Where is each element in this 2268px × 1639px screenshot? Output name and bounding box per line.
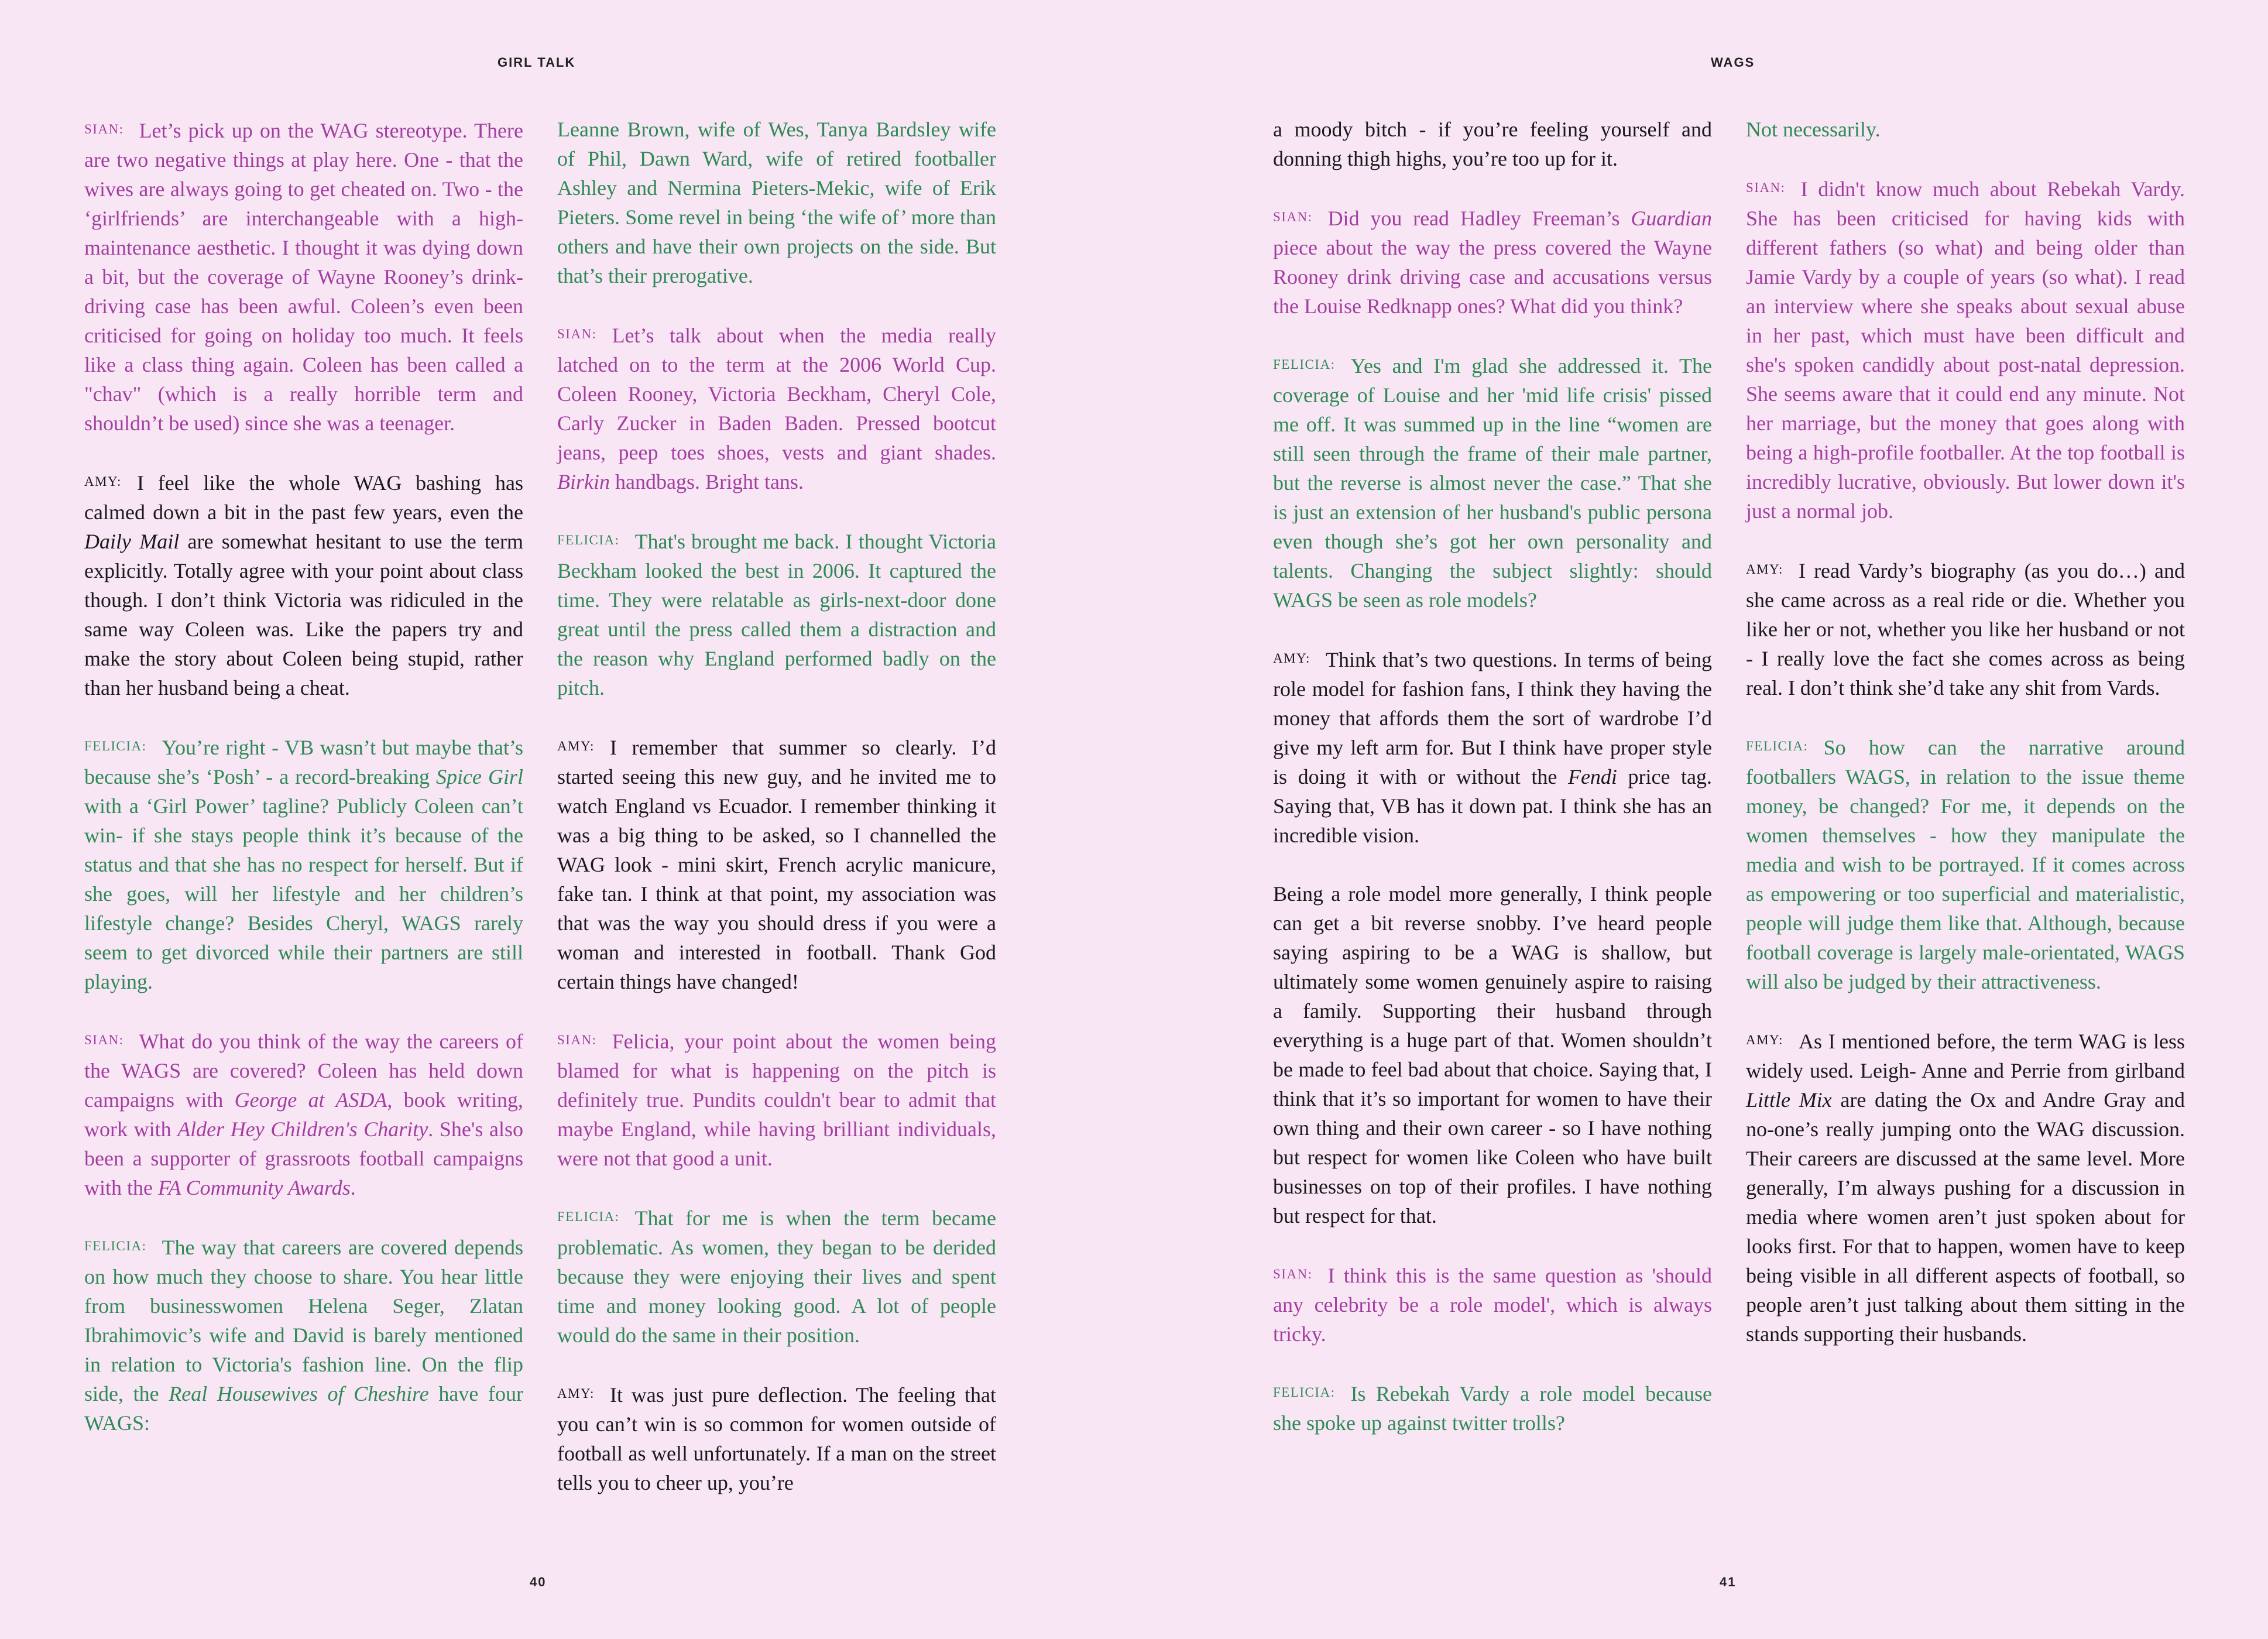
running-head: WAGS: [1711, 55, 1755, 70]
italic-text: George at ASDA: [234, 1088, 387, 1112]
body-text: I think this is the same question as 'should any celebrity be a role model', which is always tricky.: [1273, 1264, 1712, 1346]
italic-text: Spice Girl: [436, 765, 523, 788]
body-text: What do you think of the way the careers of the WAGS are covered? Coleen has held down campaigns with: [84, 1030, 523, 1112]
speaker-label: SIAN:: [1273, 1267, 1313, 1281]
body-text: Let’s talk about when the media really latched on to the term at the 2006 World Cup. Coleen Rooney, Victoria Beckham, Cheryl Cole, Carly Zucker in Baden Baden. Pressed bootcut jeans, peep toes shoes, vests and giant shades.: [557, 324, 996, 464]
dialogue-paragraph: [557, 1202, 996, 1350]
body-text: As I mentioned before, the term WAG is less widely used. Leigh- Anne and Perrie from girlband: [1746, 1030, 2185, 1082]
dialogue-paragraph: [1273, 115, 1712, 173]
body-text: Did you read Hadley Freeman’s: [1327, 207, 1631, 230]
italic-text: Alder Hey Children's Charity: [177, 1117, 428, 1141]
body-text: I feel like the whole WAG bashing has calmed down a bit in the past few years, even the: [84, 471, 523, 524]
speaker-label: SIAN:: [557, 1033, 597, 1047]
speaker-label: SIAN:: [84, 1033, 124, 1047]
page-right: [1134, 0, 2268, 1639]
body-text: It was just pure deflection. The feeling that you can’t win is so common for women outside of football as well unfortunately. If a man on the street tells you to cheer up, you’re: [557, 1383, 996, 1494]
speaker-label: AMY:: [84, 474, 122, 489]
body-text: That's brought me back. I thought Victoria Beckham looked the best in 2006. It captured the time. They were relatable as girls-next-door done great until the press called them a distraction and the reason why England performed badly on the pitch.: [557, 530, 996, 700]
italic-text: Guardian: [1631, 207, 1712, 230]
body-text: piece about the way the press covered the Wayne Rooney drink driving case and accusations versus the Louise Redknapp ones? What did you think?: [1273, 236, 1712, 318]
dialogue-paragraph: [557, 732, 996, 996]
dialogue-paragraph: [1746, 732, 2185, 996]
speaker-label: SIAN:: [1273, 210, 1313, 224]
text-column: [1746, 115, 2185, 1349]
body-text: Not necessarily.: [1746, 118, 1881, 141]
body-text: Felicia, your point about the women being blamed for what is happening on the pitch is definitely true. Pundits couldn't bear to admit that maybe England, while having brilliant individuals, were not that good a unit.: [557, 1030, 996, 1170]
body-text: That for me is when the term became problematic. As women, they began to be derided because they were enjoying their lives and spent time and money looking good. A lot of people would do the same in their position.: [557, 1206, 996, 1347]
body-text: .: [350, 1176, 356, 1199]
body-text: , book writing, work with: [84, 1088, 523, 1141]
body-text: I read Vardy’s biography (as you do…) and she came across as a real ride or die. Whether you like her or not, whether you like her husband or not - I really love the fact she comes across as being real. I don’t think she’d take any shit from Vards.: [1746, 559, 2185, 700]
body-text: I remember that summer so clearly. I’d started seeing this new guy, and he invited me to watch England vs Ecuador. I remember thinking it was a big thing to be asked, so I channelled the WAG look - mini skirt, French acrylic manicure, fake tan. I think at that point, my association was that was the way you should dress if you were a woman and interested in football. Thank God certain things have changed!: [557, 736, 996, 993]
italic-text: Daily Mail: [84, 530, 180, 553]
dialogue-paragraph: [1746, 115, 2185, 144]
body-text: Is Rebekah Vardy a role model because she spoke up against twitter trolls?: [1273, 1382, 1712, 1435]
dialogue-paragraph: [84, 1026, 523, 1202]
dialogue-paragraph: [1746, 173, 2185, 526]
speaker-label: FELICIA:: [1273, 357, 1336, 372]
body-text: price tag. Saying that, VB has it down pat. I think she has an incredible vision.: [1273, 765, 1712, 847]
speaker-label: FELICIA:: [84, 1239, 147, 1253]
speaker-label: FELICIA:: [557, 533, 620, 547]
speaker-label: AMY:: [557, 1386, 595, 1401]
body-text: . She's also been a supporter of grassroots football campaigns with the: [84, 1117, 523, 1199]
speaker-label: FELICIA:: [1273, 1385, 1336, 1400]
body-text: a moody bitch - if you’re feeling yourself and donning thigh highs, you’re too up for it.: [1273, 118, 1712, 170]
body-text: I didn't know much about Rebekah Vardy. She has been criticised for having kids with different fathers (so what) and being older than Jamie Vardy by a couple of years (so what). I read an interview where she speaks about sexual abuse in her past, which must have been difficult and she's spoken candidly about post-natal depression. She seems aware that it could end any minute. Not her marriage, but the money that goes along with being a high-profile footballer. At the top football is incredibly lucrative, obviously. But lower down it's just a normal job.: [1746, 177, 2185, 523]
body-text: are somewhat hesitant to use the term explicitly. Totally agree with your point about class though. I don’t think Victoria was ridiculed in the same way Coleen was. Like the papers try and make the story about Coleen being stupid, rather than her husband being a cheat.: [84, 530, 523, 700]
body-text: You’re right - VB wasn’t but maybe that’s because she’s ‘Posh’ - a record-breaking: [84, 736, 523, 788]
dialogue-paragraph: [1746, 555, 2185, 702]
speaker-label: SIAN:: [557, 327, 597, 341]
dialogue-paragraph: [1273, 203, 1712, 321]
page-number: 41: [1720, 1575, 1737, 1589]
text-column: [1273, 115, 1712, 1438]
dialogue-paragraph: [84, 115, 523, 438]
body-text: handbags. Bright tans.: [609, 470, 804, 493]
speaker-label: AMY:: [1273, 651, 1310, 666]
dialogue-paragraph: [1746, 1026, 2185, 1349]
body-text: Being a role model more generally, I think people can get a bit reverse snobby. I’ve heard people saying aspiring to be a WAG is shallow, but ultimately some women genuinely aspire to raising a family. Supporting their husband through everything is a huge part of that. Women shouldn’t be made to feel bad about that choice. Saying that, I think that it’s so important for women to have their own thing and their own career - so I have nothing but respect for women like Coleen who have built businesses on top of their profiles. I have nothing but respect for that.: [1273, 882, 1712, 1227]
dialogue-paragraph: [1273, 350, 1712, 615]
dialogue-paragraph: [1273, 1378, 1712, 1438]
dialogue-paragraph: [557, 1379, 996, 1497]
running-head: GIRL TALK: [497, 55, 576, 70]
text-column: [557, 115, 996, 1497]
speaker-label: FELICIA:: [1746, 739, 1809, 753]
speaker-label: AMY:: [1746, 1033, 1783, 1047]
dialogue-paragraph: [1273, 879, 1712, 1230]
text-column: [84, 115, 523, 1438]
speaker-label: FELICIA:: [557, 1209, 620, 1224]
dialogue-paragraph: [1273, 1260, 1712, 1349]
body-text: Yes and I'm glad she addressed it. The coverage of Louise and her 'mid life crisis' pissed me off. It was summed up in the line “women are still seen through the frame of their male partner, but the reverse is almost never the case.” That she is just an extension of her husband's public persona even though she’s got her own personality and talents. Changing the subject slightly: should WAGS be seen as role models?: [1273, 354, 1712, 612]
dialogue-paragraph: [84, 1232, 523, 1438]
speaker-label: FELICIA:: [84, 739, 147, 753]
speaker-label: SIAN:: [1746, 180, 1786, 195]
body-text: Let’s pick up on the WAG stereotype. There are two negative things at play here. One - that the wives are always going to get cheated on. Two - the ‘girlfriends’ are interchangeable with a high-maintenance aesthetic. I thought it was dying down a bit, but the coverage of Wayne Rooney’s drink-driving case has been awful. Coleen’s even been criticised for going on holiday too much. It feels like a class thing again. Coleen has been called a "chav" (which is a really horrible term and shouldn’t be used) since she was a teenager.: [84, 119, 523, 435]
body-text: Leanne Brown, wife of Wes, Tanya Bardsley wife of Phil, Dawn Ward, wife of retired footballer Ashley and Nermina Pieters-Mekic, wife of Erik Pieters. Some revel in being ‘the wife of’ more than others and have their own projects on the side. But that’s their prerogative.: [557, 118, 996, 287]
italic-text: Birkin: [557, 470, 610, 493]
dialogue-paragraph: [557, 115, 996, 290]
italic-text: FA Community Awards: [157, 1176, 351, 1199]
italic-text: Fendi: [1567, 765, 1617, 788]
body-text: with a ‘Girl Power’ tagline? Publicly Coleen can’t win- if she stays people think it’s because of the status and that she has no respect for herself. But if she goes, will her lifestyle and her children’s lifestyle change? Besides Cheryl, WAGS rarely seem to get divorced while their partners are still playing.: [84, 794, 523, 993]
body-text: Think that’s two questions. In terms of being role model for fashion fans, I think they having the money that affords them the sort of wardrobe I’d give my left arm for. But I think have proper style is doing it with or without the: [1273, 648, 1712, 788]
dialogue-paragraph: [1273, 644, 1712, 850]
body-text: have four WAGS:: [84, 1382, 523, 1435]
italic-text: Little Mix: [1746, 1088, 1832, 1112]
dialogue-paragraph: [84, 732, 523, 996]
speaker-label: SIAN:: [84, 122, 124, 136]
dialogue-paragraph: [557, 1026, 996, 1173]
italic-text: Real Housewives of Cheshire: [169, 1382, 429, 1405]
body-text: The way that careers are covered depends on how much they choose to share. You hear little from businesswomen Helena Seger, Zlatan Ibrahimovic’s wife and David is barely mentioned in relation to Victoria's fashion line. On the flip side, the: [84, 1236, 523, 1405]
body-text: So how can the narrative around footballers WAGS, in relation to the issue theme money, be changed? For me, it depends on the women themselves - how they manipulate the media and wish to be portrayed. If it comes across as empowering or too superficial and materialistic, people will judge them like that. Although, because football coverage is largely male-orientated, WAGS will also be judged by their attractiveness.: [1746, 736, 2185, 993]
dialogue-paragraph: [557, 526, 996, 702]
speaker-label: AMY:: [557, 739, 595, 753]
dialogue-paragraph: [557, 320, 996, 496]
speaker-label: AMY:: [1746, 562, 1783, 577]
page-number: 40: [530, 1575, 547, 1589]
dialogue-paragraph: [84, 467, 523, 702]
body-text: are dating the Ox and Andre Gray and no-one’s really jumping onto the WAG discussion. Their careers are discussed at the same level. More generally, I’m always pushing for a discussion in media where women aren’t just spoken about for looks first. For that to happen, women have to keep being visible in all different aspects of football, so people aren’t just talking about them sitting in the stands supporting their husbands.: [1746, 1088, 2185, 1346]
